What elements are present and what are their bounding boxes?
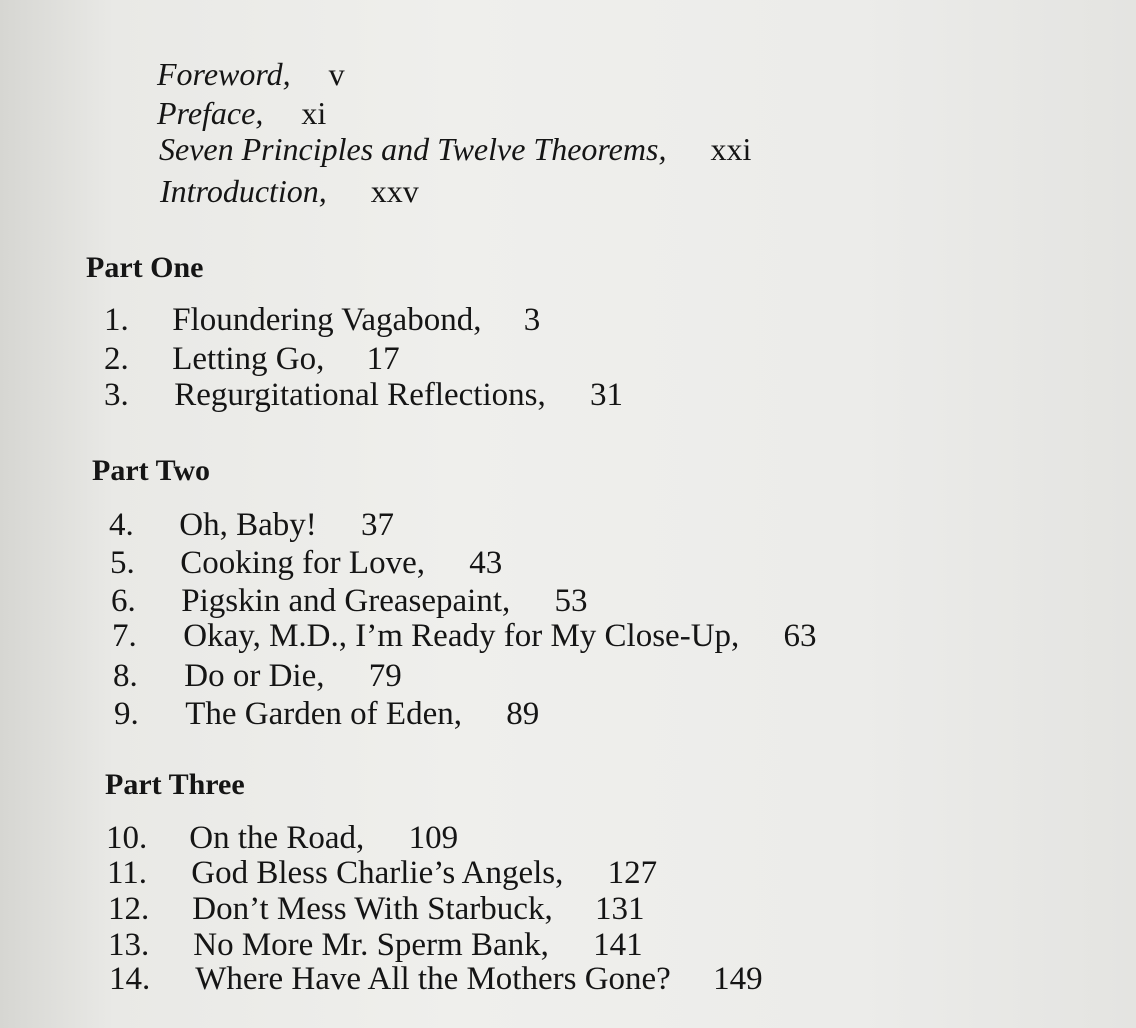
chapter-title: Floundering Vagabond, [172, 302, 482, 338]
chapter-entry [108, 929, 643, 962]
chapter-page: 109 [408, 820, 459, 856]
chapter-number: 5. [110, 545, 135, 581]
chapter-entry [104, 304, 540, 337]
chapter-title: Letting Go, [172, 341, 325, 377]
chapter-number: 3. [104, 377, 129, 413]
chapter-number: 9. [114, 696, 139, 732]
chapter-entry [106, 822, 458, 855]
part-heading: Part Three [105, 768, 245, 801]
chapter-page: 79 [368, 658, 402, 694]
front-matter-title: Foreword, [157, 56, 291, 92]
front-matter-page: xxv [370, 173, 419, 209]
chapter-entry [109, 509, 394, 542]
chapter-number: 13. [108, 927, 150, 963]
chapter-entry [109, 963, 763, 996]
chapter-page: 3 [523, 302, 541, 338]
chapter-title: Regurgitational Reflections, [174, 377, 546, 413]
chapter-page: 53 [554, 583, 588, 619]
chapter-number: 7. [112, 618, 137, 654]
chapter-title: Do or Die, [184, 658, 325, 694]
chapter-title: Don’t Mess With Starbuck, [192, 891, 553, 927]
chapter-entry [114, 698, 539, 731]
chapter-page: 63 [783, 618, 817, 654]
chapter-entry [108, 893, 644, 926]
chapter-page: 89 [506, 696, 540, 732]
front-matter-item [160, 175, 419, 207]
chapter-page: 131 [594, 891, 645, 927]
chapter-number: 11. [107, 855, 148, 891]
part-heading: Part Two [92, 454, 211, 487]
chapter-page: 141 [593, 927, 643, 963]
chapter-title: Pigskin and Greasepaint, [181, 583, 511, 619]
chapter-title: God Bless Charlie’s Angels, [191, 855, 564, 891]
front-matter-item [157, 97, 326, 129]
front-matter-item [159, 133, 751, 165]
chapter-entry [112, 620, 817, 653]
chapter-entry [107, 857, 657, 890]
front-matter-title: Introduction, [160, 173, 327, 209]
part-heading: Part One [86, 251, 204, 284]
front-matter-page: v [328, 56, 345, 92]
chapter-number: 14. [109, 961, 151, 997]
chapter-number: 12. [108, 891, 150, 927]
chapter-title: Where Have All the Mothers Gone? [195, 961, 671, 997]
front-matter-page: xi [301, 95, 327, 131]
chapter-page: 127 [607, 855, 658, 891]
chapter-entry [110, 547, 502, 580]
chapter-number: 4. [109, 507, 134, 543]
front-matter-title: Seven Principles and Twelve Theorems, [159, 131, 667, 167]
chapter-title: Oh, Baby! [179, 507, 317, 543]
chapter-page: 43 [469, 545, 503, 581]
chapter-entry [104, 379, 623, 412]
chapter-title: Cooking for Love, [180, 545, 425, 581]
chapter-page: 17 [366, 341, 400, 377]
chapter-page: 37 [360, 507, 394, 543]
chapter-number: 1. [104, 302, 129, 338]
front-matter-title: Preface, [157, 95, 264, 131]
chapter-number: 10. [106, 820, 148, 856]
chapter-number: 8. [113, 658, 138, 694]
chapter-title: The Garden of Eden, [185, 696, 462, 732]
chapter-entry [104, 343, 400, 376]
chapter-title: On the Road, [189, 820, 365, 856]
chapter-number: 2. [104, 341, 129, 377]
front-matter-page: xxi [710, 131, 752, 167]
chapter-title: No More Mr. Sperm Bank, [193, 927, 549, 963]
chapter-page: 31 [589, 377, 623, 413]
front-matter-item [157, 58, 345, 90]
chapter-page: 149 [713, 961, 763, 997]
chapter-entry [111, 585, 588, 618]
chapter-title: Okay, M.D., I’m Ready for My Close-Up, [183, 618, 740, 654]
chapter-entry [113, 660, 402, 693]
chapter-number: 6. [111, 583, 136, 619]
